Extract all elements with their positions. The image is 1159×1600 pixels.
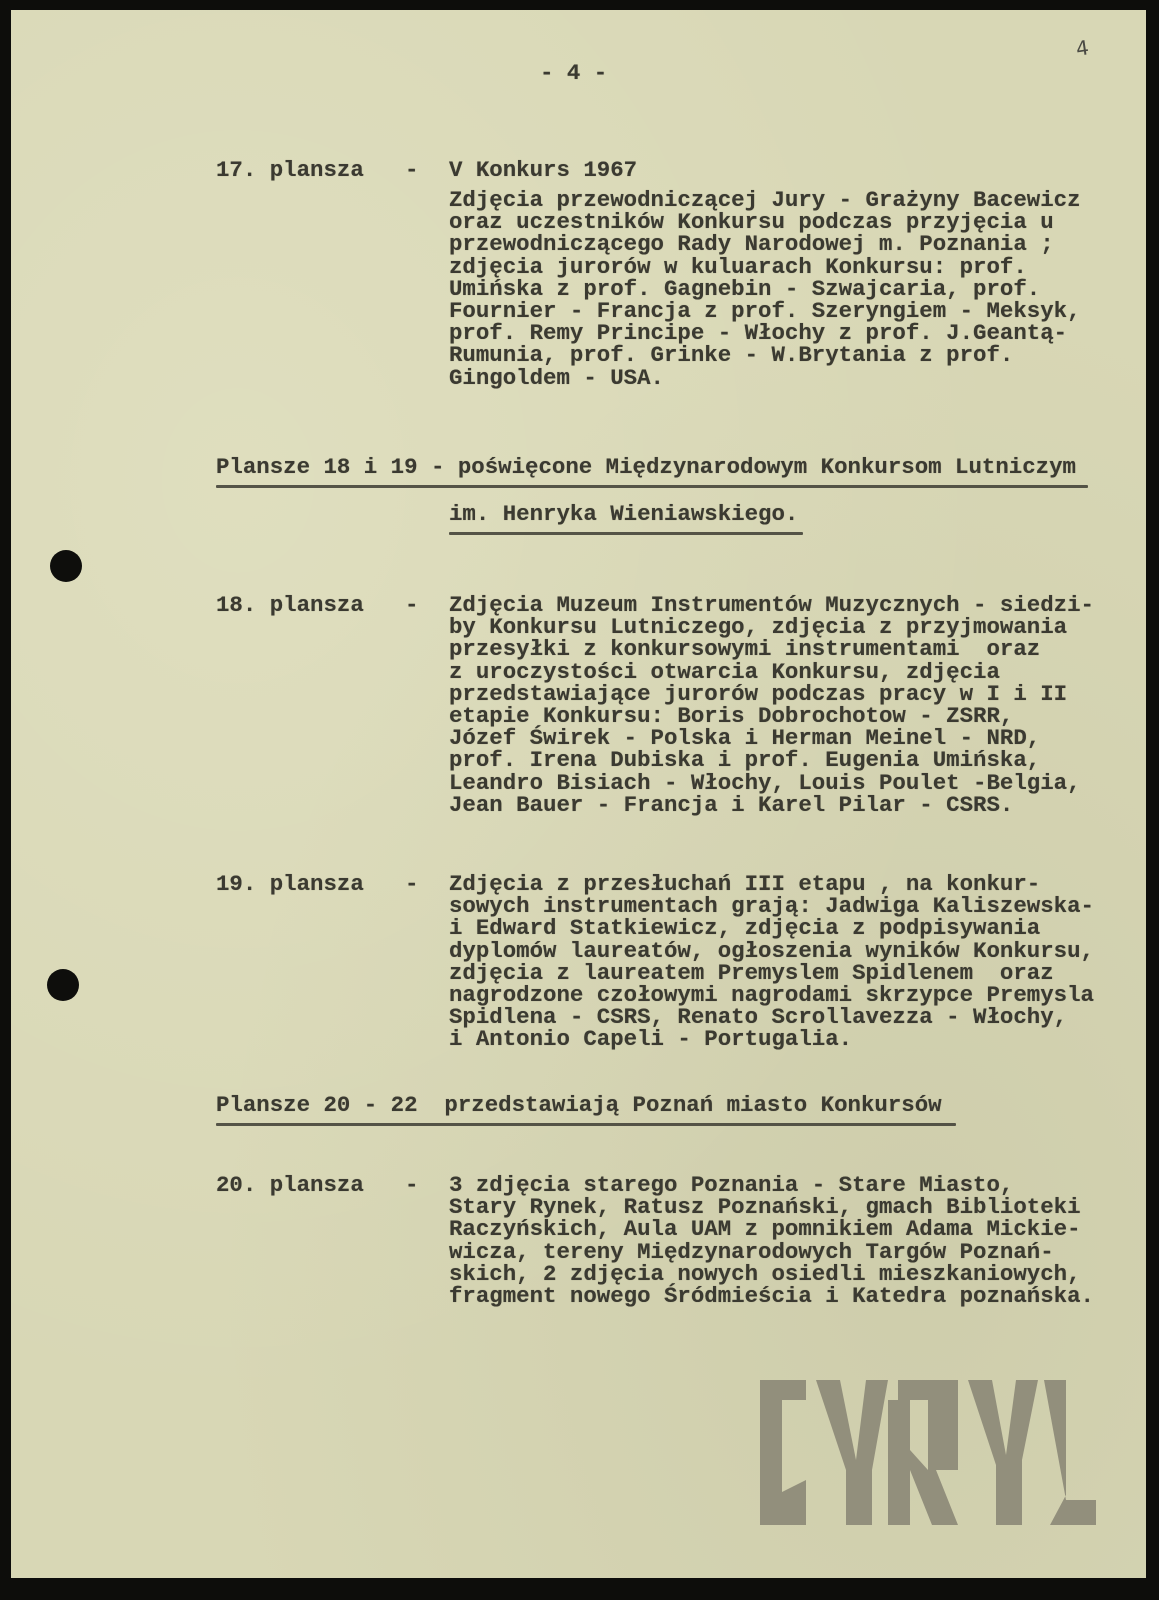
description-line: 3 zdjęcia starego Poznania - Stare Miasto, (449, 1172, 1014, 1198)
dash: - (405, 157, 419, 183)
plate-label-19: 19. plansza (216, 871, 364, 897)
plate-label-20: 20. plansza (216, 1172, 364, 1198)
underline (216, 1123, 956, 1126)
punch-hole (47, 969, 79, 1001)
description-line: przedstawiające jurorów podczas pracy w I i II (449, 680, 1068, 707)
description-line: i Antonio Capeli - Portugalia. (449, 1026, 853, 1053)
description-line: zdjęcia jurorów w kuluarach Konkursu: prof. (449, 253, 1027, 280)
description-line: Stary Rynek, Ratusz Poznański, gmach Biblioteki (449, 1194, 1081, 1221)
section-heading-20-22: Plansze 20 - 22 przedstawiają Poznań miasto Konkursów (216, 1092, 942, 1118)
description-line: Jean Bauer - Francja i Karel Pilar - CSRS. (449, 791, 1014, 818)
description-line: skich, 2 zdjęcia nowych osiedli mieszkaniowych, (449, 1260, 1081, 1287)
description-line: i Edward Statkiewicz, zdjęcia z podpisywania (449, 915, 1041, 942)
description-line: Zdjęcia przewodniczącej Jury - Grażyny Bacewicz (449, 187, 1081, 213)
description-line: Józef Świrek - Polska i Herman Meinel - NRD, (449, 725, 1041, 752)
cyryl-watermark-logo (760, 1380, 1100, 1530)
description-line: fragment nowego Śródmieścia i Katedra poznańska. (449, 1283, 1094, 1309)
underline (449, 532, 803, 535)
handwritten-page-mark: 4 (1074, 35, 1091, 61)
page-number: - 4 - (540, 60, 608, 86)
plate-title-17: V Konkurs 1967 (449, 157, 638, 183)
description-line: Umińska z prof. Gagnebin - Szwajcaria, prof. (449, 275, 1041, 302)
description-line: z uroczystości otwarcia Konkursu, zdjęcia (449, 658, 1000, 685)
description-line: Zdjęcia z przesłuchań III etapu , na konkur- (449, 871, 1041, 897)
underline (216, 485, 1088, 488)
description-line: Fournier - Francja z prof. Szeryngiem - Meksyk, (449, 298, 1081, 324)
description-line: prof. Remy Principe - Włochy z prof. J.Geantą- (449, 320, 1068, 347)
description-line: przesyłki z konkursowymi instrumentami oraz (449, 636, 1041, 663)
description-line: Spidlena - CSRS, Renato Scrollavezza - Włochy, (449, 1004, 1068, 1031)
description-line: nagrodzone czołowymi nagrodami skrzypce Premysla (449, 982, 1094, 1008)
plate-label-17: 17. plansza (216, 157, 364, 183)
description-line: Zdjęcia Muzeum Instrumentów Muzycznych - siedzi- (449, 592, 1094, 618)
section-heading-18-19: Plansze 18 i 19 - poświęcone Międzynarodowym Konkursom Lutniczym (216, 454, 1076, 480)
description-line: oraz uczestników Konkursu podczas przyjęcia u (449, 209, 1054, 236)
dash: - (405, 871, 419, 897)
description-line: Gingoldem - USA. (449, 364, 664, 391)
description-line: etapie Konkursu: Boris Dobrochotow - ZSRR, (449, 703, 1014, 729)
description-line: przewodniczącego Rady Narodowej m. Poznania ; (449, 231, 1054, 258)
description-line: Raczyńskich, Aula UAM z pomnikiem Adama Mickie- (449, 1216, 1081, 1243)
description-line: zdjęcia z laureatem Premyslem Spidlenem oraz (449, 959, 1054, 986)
plate-label-18: 18. plansza (216, 592, 364, 618)
description-line: dyplomów laureatów, ogłoszenia wyników Konkursu, (449, 937, 1094, 964)
dash: - (405, 1172, 419, 1198)
section-heading-18-19-cont: im. Henryka Wieniawskiego. (449, 501, 799, 527)
description-line: Rumunia, prof. Grinke - W.Brytania z prof. (449, 342, 1014, 369)
dash: - (405, 592, 419, 618)
description-line: Leandro Bisiach - Włochy, Louis Poulet -Belgia, (449, 769, 1081, 796)
description-line: sowych instrumentach grają: Jadwiga Kaliszewska- (449, 893, 1094, 920)
description-line: wicza, tereny Międzynarodowych Targów Poznań- (449, 1238, 1054, 1265)
punch-hole (50, 550, 82, 582)
description-line: by Konkursu Lutniczego, zdjęcia z przyjmowania (449, 614, 1068, 641)
description-line: prof. Irena Dubiska i prof. Eugenia Umińska, (449, 747, 1041, 774)
